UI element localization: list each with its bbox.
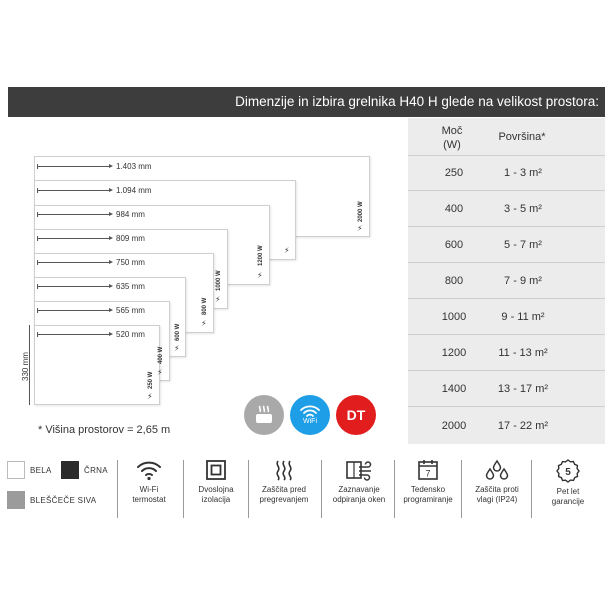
power-label: 600 W bbox=[175, 323, 181, 341]
width-label: 1.403 mm bbox=[116, 161, 152, 171]
row-divider bbox=[408, 370, 605, 371]
feature-label-line2: programiranje bbox=[403, 494, 453, 504]
calendar-icon bbox=[416, 459, 440, 481]
feature-label-line1: Pet let bbox=[556, 487, 580, 496]
width-label: 565 mm bbox=[116, 305, 145, 315]
table-cell-area: 3 - 5 m² bbox=[504, 203, 542, 215]
feature-double-insulation bbox=[185, 459, 247, 504]
feature-label-line2: izolacija bbox=[201, 494, 231, 504]
table-cell-area: 1 - 3 m² bbox=[504, 167, 542, 179]
width-dimension bbox=[38, 161, 152, 171]
bolt-icon: ⚡ bbox=[257, 271, 263, 280]
power-label: 250 W bbox=[148, 371, 154, 389]
feature-label-line2: pregrevanjem bbox=[259, 494, 309, 504]
feature-overheat-protection bbox=[253, 459, 315, 504]
table-cell-power: 1200 bbox=[441, 347, 467, 359]
feature-label-line1: Zaščita pred bbox=[261, 485, 307, 494]
width-dimension bbox=[38, 305, 145, 315]
heater-icon bbox=[252, 403, 276, 427]
dt-badge bbox=[336, 395, 376, 435]
table-cell-power: 600 bbox=[444, 239, 464, 251]
feature-divider bbox=[531, 460, 532, 518]
bolt-icon: ⚡ bbox=[284, 246, 290, 255]
feature-window-detection bbox=[328, 459, 390, 504]
height-label: 330 mm bbox=[21, 352, 30, 381]
window-wind-icon bbox=[345, 459, 373, 481]
warranty-years-number: 5 bbox=[565, 467, 571, 478]
power-label: 2000 W bbox=[358, 201, 364, 222]
feature-weekly-programming bbox=[397, 459, 459, 504]
width-dimension bbox=[38, 185, 152, 195]
section-header bbox=[8, 87, 605, 117]
feature-divider bbox=[321, 460, 322, 518]
row-divider bbox=[408, 262, 605, 263]
bolt-icon: ⚡ bbox=[357, 224, 363, 233]
row-divider bbox=[408, 226, 605, 227]
wifi-badge-label: WiFi bbox=[303, 418, 317, 425]
table-cell-power: 1000 bbox=[441, 311, 467, 323]
swatch-black bbox=[61, 461, 79, 479]
bolt-icon: ⚡ bbox=[157, 368, 163, 377]
heat-waves-icon bbox=[272, 459, 296, 481]
width-dimension bbox=[38, 233, 145, 243]
feature-label-line2: termostat bbox=[132, 494, 166, 504]
feature-moisture-protection bbox=[466, 459, 528, 504]
feature-label-line2: garancije bbox=[551, 496, 585, 506]
color-label-silver: BLEŠČEČE SIVA bbox=[30, 496, 97, 505]
feature-label-line1: Zaznavanje bbox=[338, 485, 380, 494]
power-label: 800 W bbox=[202, 297, 208, 315]
width-label: 520 mm bbox=[116, 329, 145, 339]
bolt-icon: ⚡ bbox=[147, 392, 153, 401]
width-label: 635 mm bbox=[116, 281, 145, 291]
width-label: 984 mm bbox=[116, 209, 145, 219]
width-label: 750 mm bbox=[116, 257, 145, 267]
table-cell-power: 1400 bbox=[441, 383, 467, 395]
table-cell-area: 7 - 9 m² bbox=[504, 275, 542, 287]
feature-label-line1: Dvoslojna bbox=[198, 485, 234, 494]
bolt-icon: ⚡ bbox=[174, 344, 180, 353]
feature-divider bbox=[394, 460, 395, 518]
area-column-header: Površina* bbox=[498, 131, 546, 143]
swatch-white bbox=[7, 461, 25, 479]
feature-label-line2: vlagi (IP24) bbox=[476, 494, 518, 504]
droplets-icon bbox=[484, 459, 510, 481]
table-cell-area: 9 - 11 m² bbox=[501, 311, 545, 323]
width-dimension bbox=[38, 281, 145, 291]
color-label-black: ČRNA bbox=[84, 466, 108, 475]
row-divider bbox=[408, 155, 605, 156]
bolt-icon: ⚡ bbox=[201, 319, 207, 328]
feature-divider bbox=[248, 460, 249, 518]
feature-divider bbox=[183, 460, 184, 518]
width-dimension bbox=[38, 329, 145, 339]
table-cell-area: 17 - 22 m² bbox=[497, 420, 549, 432]
heat-badge bbox=[244, 395, 284, 435]
swatch-silver bbox=[7, 491, 25, 509]
feature-label-line1: Tedensko bbox=[410, 485, 446, 494]
table-cell-area: 13 - 17 m² bbox=[497, 383, 549, 395]
feature-label-line2: odpiranja oken bbox=[332, 494, 386, 504]
row-divider bbox=[408, 190, 605, 191]
power-label: 400 W bbox=[158, 346, 164, 364]
width-label: 809 mm bbox=[116, 233, 145, 243]
power-column-header bbox=[430, 124, 474, 152]
power-header-line1: Moč bbox=[441, 125, 463, 137]
row-divider bbox=[408, 406, 605, 407]
calendar-day-number: 7 bbox=[425, 468, 431, 479]
row-divider bbox=[408, 298, 605, 299]
feature-wifi-thermostat bbox=[118, 459, 180, 504]
wifi-icon bbox=[136, 459, 162, 481]
bolt-icon: ⚡ bbox=[215, 295, 221, 304]
width-dimension bbox=[38, 257, 145, 267]
feature-divider bbox=[461, 460, 462, 518]
feature-label-line1: Wi-Fi bbox=[139, 485, 159, 494]
feature-warranty bbox=[537, 459, 599, 506]
warranty-icon bbox=[556, 459, 580, 483]
width-dimension bbox=[38, 209, 145, 219]
wifi-badge bbox=[290, 395, 330, 435]
room-height-note: * Višina prostorov = 2,65 m bbox=[38, 424, 171, 436]
table-cell-area: 11 - 13 m² bbox=[498, 347, 548, 359]
power-header-line2: (W) bbox=[443, 139, 461, 151]
wifi-icon bbox=[299, 404, 321, 418]
table-cell-power: 800 bbox=[444, 275, 464, 287]
width-label: 1.094 mm bbox=[116, 185, 152, 195]
table-cell-power: 250 bbox=[444, 167, 464, 179]
color-label-white: BELA bbox=[30, 466, 52, 475]
section-title: Dimenzije in izbira grelnika H40 H glede na velikost prostora: bbox=[235, 94, 599, 109]
dt-badge-label: DT bbox=[346, 407, 366, 423]
feature-label-line1: Zaščita proti bbox=[475, 485, 519, 494]
row-divider bbox=[408, 334, 605, 335]
power-label: 1000 W bbox=[216, 270, 222, 291]
table-cell-area: 5 - 7 m² bbox=[504, 239, 542, 251]
double-insulation-icon bbox=[204, 459, 228, 481]
table-cell-power: 2000 bbox=[441, 420, 467, 432]
power-label: 1200 W bbox=[258, 245, 264, 266]
table-cell-power: 400 bbox=[444, 203, 464, 215]
